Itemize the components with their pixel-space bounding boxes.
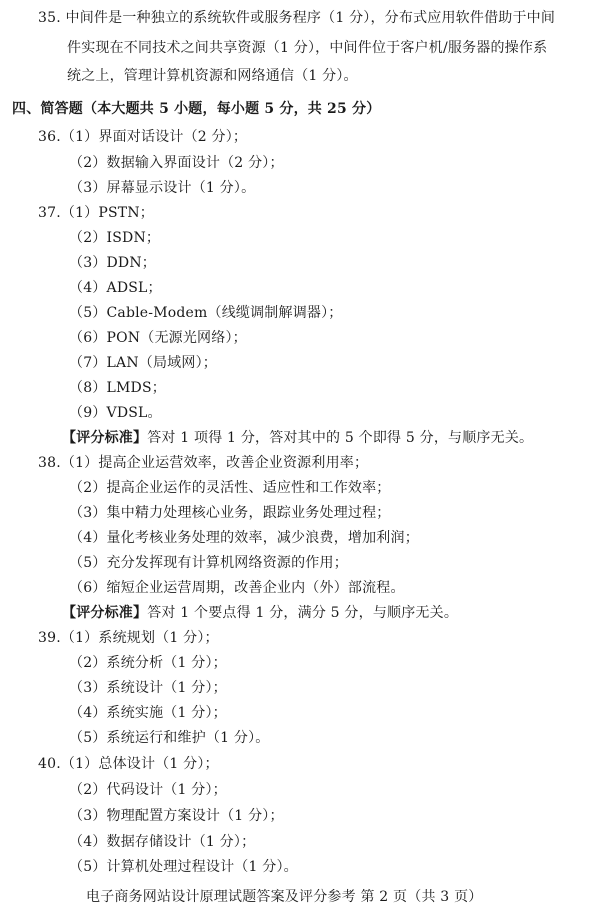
q39-item: （4）系统实施（1 分）； — [69, 705, 227, 721]
q39-item: （2）系统分析（1 分）； — [69, 655, 227, 671]
q39-item: （3）系统设计（1 分）； — [69, 680, 227, 696]
q40-item: （3）物理配置方案设计（1 分）； — [69, 808, 284, 824]
q37-item: （8）LMDS； — [69, 380, 166, 396]
q37-scoring — [62, 428, 533, 448]
q36-item: （2）数据输入界面设计（2 分）； — [69, 155, 284, 171]
q37-item: （3）DDN； — [69, 255, 157, 271]
q40-item: （5）计算机处理过程设计（1 分）。 — [69, 859, 298, 875]
q38-item: 38.（1）提高企业运营效率，改善企业资源利用率； — [38, 455, 369, 471]
q37-item: （5）Cable-Modem（线缆调制解调器）； — [69, 305, 343, 321]
q38-item: （4）量化考核业务处理的效率，减少浪费，增加利润； — [69, 530, 419, 546]
q38-scoring-label: 【评分标准】 — [62, 605, 148, 621]
q35-line-3: 统之上，管理计算机资源和网络通信（1 分）。 — [67, 68, 358, 84]
q37-item: （6）PON（无源光网络）； — [69, 330, 247, 346]
section-4-heading: 四、简答题（本大题共 5 小题，每小题 5 分，共 25 分） — [12, 101, 381, 117]
q40-item: （4）数据存储设计（1 分）； — [69, 834, 256, 850]
q36-item: 36.（1）界面对话设计（2 分）； — [38, 129, 248, 145]
q40-item: （2）代码设计（1 分）； — [69, 782, 227, 798]
q35-line-2: 件实现在不同技术之间共享资源（1 分），中间件位于客户机/服务器的操作系 — [67, 40, 548, 56]
q38-item: （2）提高企业运作的灵活性、适应性和工作效率； — [69, 480, 391, 496]
q37-item: （2）ISDN； — [69, 230, 161, 246]
q38-item: （5）充分发挥现有计算机网络资源的作用； — [69, 555, 348, 571]
q37-item: （9）VDSL。 — [69, 405, 162, 421]
q37-item: （7）LAN（局域网）； — [69, 355, 217, 371]
q38-scoring-text: 答对 1 个要点得 1 分，满分 5 分，与顺序无关。 — [147, 605, 459, 621]
q40-item: 40.（1）总体设计（1 分）； — [38, 756, 219, 772]
q37-scoring-label: 【评分标准】 — [62, 430, 148, 446]
q37-item: （4）ADSL； — [69, 280, 162, 296]
q37-item: 37.（1）PSTN； — [38, 205, 154, 221]
q37-scoring-text: 答对 1 项得 1 分，答对其中的 5 个即得 5 分，与顺序无关。 — [147, 430, 534, 446]
q35-line-1: 35. 中间件是一种独立的系统软件或服务程序（1 分），分布式应用软件借助于中间 — [38, 10, 556, 26]
page-footer: 电子商务网站设计原理试题答案及评分参考 第 2 页（共 3 页） — [86, 889, 483, 905]
q39-item: （5）系统运行和维护（1 分）。 — [69, 730, 270, 746]
q38-scoring — [62, 603, 458, 623]
q39-item: 39.（1）系统规划（1 分）； — [38, 630, 219, 646]
q38-item: （3）集中精力处理核心业务，跟踪业务处理过程； — [69, 505, 391, 521]
q38-item: （6）缩短企业运营周期，改善企业内（外）部流程。 — [69, 580, 405, 596]
q36-item: （3）屏幕显示设计（1 分）。 — [69, 180, 256, 196]
